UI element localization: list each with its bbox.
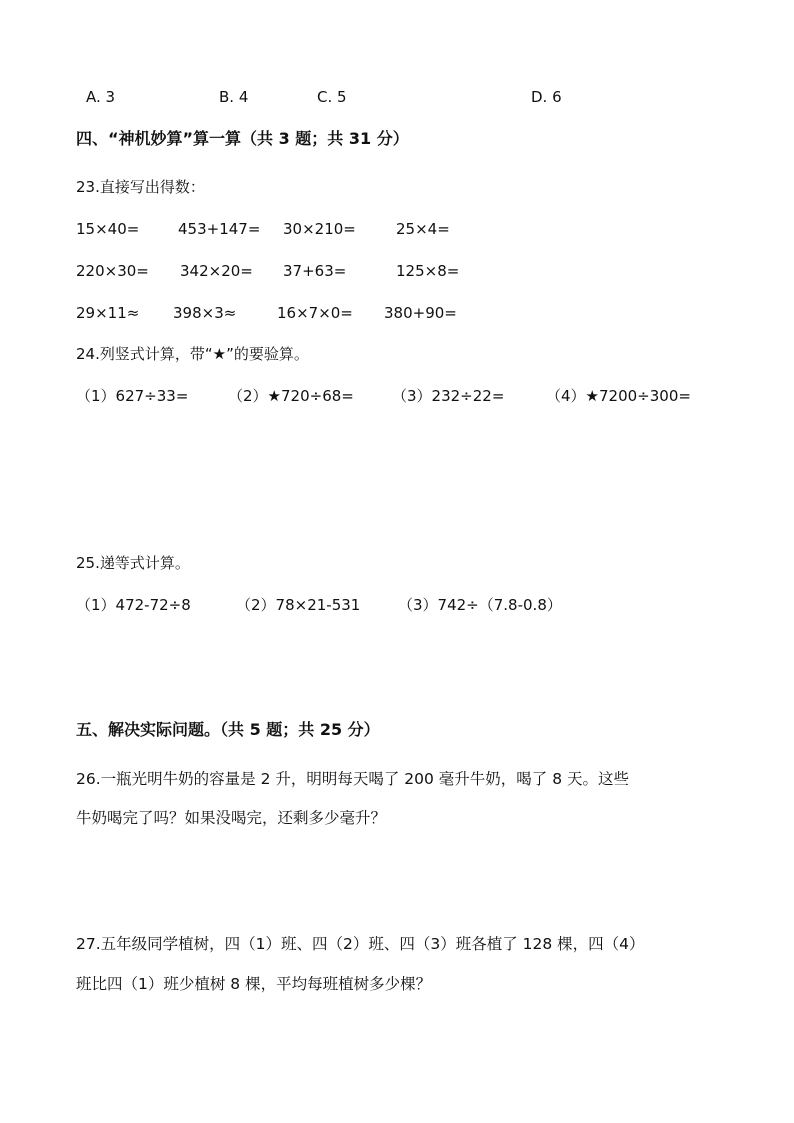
q26-line-1: 26.一瓶光明牛奶的容量是 2 升，明明每天喝了 200 毫升牛奶，喝了 8 天。这些 bbox=[76, 770, 630, 788]
q25-item-3: （3）742÷（7.8-0.8） bbox=[398, 596, 562, 614]
option-d: D. 6 bbox=[531, 88, 562, 106]
q23-stem: 23.直接写出得数： bbox=[76, 178, 205, 196]
q25-item-2: （2）78×21-531 bbox=[236, 596, 361, 614]
section-4-title: 四、“神机妙算”算一算（共 3 题；共 31 分） bbox=[76, 129, 409, 148]
option-a: A. 3 bbox=[86, 88, 116, 106]
q25-item-1: （1）472-72÷8 bbox=[76, 596, 191, 614]
section-5-title: 五、解决实际问题。（共 5 题；共 25 分） bbox=[76, 720, 380, 739]
q23-r2-c2: 342×20= bbox=[180, 262, 253, 280]
q23-r1-c1: 15×40= bbox=[76, 220, 140, 238]
q23-r1-c2: 453+147= bbox=[178, 220, 261, 238]
q24-item-2: （2）★720÷68= bbox=[228, 387, 354, 405]
q23-r3-c3: 16×7×0= bbox=[277, 304, 353, 322]
q23-r1-c4: 25×4= bbox=[396, 220, 450, 238]
q24-item-1: （1）627÷33= bbox=[76, 387, 189, 405]
q27-line-2: 班比四（1）班少植树 8 棵，平均每班植树多少棵？ bbox=[76, 975, 432, 993]
option-b: B. 4 bbox=[219, 88, 249, 106]
q24-stem: 24.列竖式计算，带“★”的要验算。 bbox=[76, 345, 309, 363]
q23-r3-c2: 398×3≈ bbox=[173, 304, 237, 322]
q23-r2-c1: 220×30= bbox=[76, 262, 149, 280]
q25-stem: 25.递等式计算。 bbox=[76, 554, 190, 572]
q24-item-3: （3）232÷22= bbox=[392, 387, 505, 405]
q23-r2-c3: 37+63= bbox=[283, 262, 347, 280]
q24-item-4: （4）★7200÷300= bbox=[546, 387, 691, 405]
q27-line-1: 27.五年级同学植树，四（1）班、四（2）班、四（3）班各植了 128 棵，四（4） bbox=[76, 935, 645, 953]
q23-r3-c1: 29×11≈ bbox=[76, 304, 140, 322]
q23-r1-c3: 30×210= bbox=[283, 220, 356, 238]
option-c: C. 5 bbox=[317, 88, 347, 106]
q26-line-2: 牛奶喝完了吗？如果没喝完，还剩多少毫升？ bbox=[76, 809, 387, 827]
q23-r2-c4: 125×8= bbox=[396, 262, 460, 280]
q23-r3-c4: 380+90= bbox=[384, 304, 457, 322]
